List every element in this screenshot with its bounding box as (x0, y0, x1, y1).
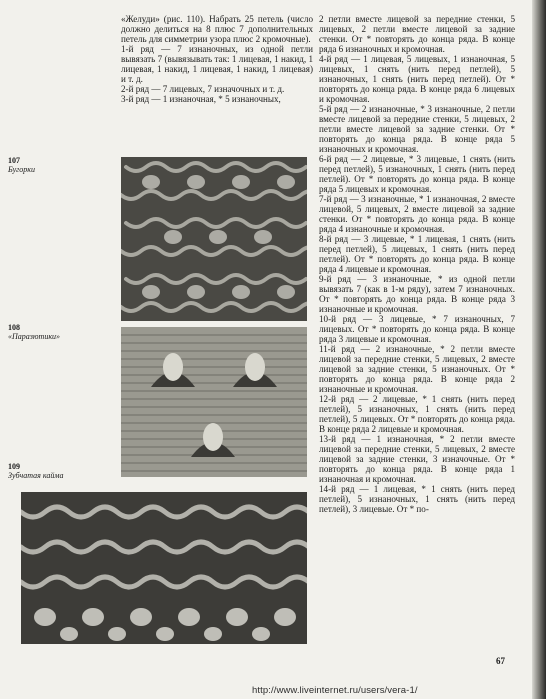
source-url: http://www.liveinternet.ru/users/vera-1/ (252, 685, 418, 696)
right-text-column (319, 14, 515, 514)
paragraph: 6-й ряд — 2 лицевые, * 3 лицевые, 1 снять (нить перед петлей), 5 изнаночных, 1 снять (нить перед петлей). От * повторять до конца ряда. В конце ряда 5 лицевых и кромочная. (319, 154, 515, 194)
page-number: 67 (496, 656, 505, 666)
figure-number: 108 (8, 323, 20, 332)
figure-caption (8, 323, 60, 341)
figure-name: Бугорки (8, 165, 36, 174)
figure-number: 109 (8, 462, 20, 471)
paragraph: «Желуди» (рис. 110). Набрать 25 петель (число должно делиться на 8 плюс 7 дополнительных петель для симметрии узора плюс 2 кромочные). (121, 14, 313, 44)
paragraph: 8-й ряд — 3 лицевые, * 1 лицевая, 1 снять (нить перед петлей), 5 лицевых, 1 снять (нить перед петлей). От * повторять до конца ряда. В конце ряда 4 лицевые и кромочная. (319, 234, 515, 274)
knitting-photo-zigzag-edge (21, 492, 307, 644)
paragraph: 5-й ряд — 2 изнаночные, * 3 изнаночные, 2 петли вместе лицевой за передние стенки, 5 лицевых, 2 петли вместе лицевой за задние стенки. От * повторять до конца ряда. В конце ряда 5 изнаночных и кромочная. (319, 104, 515, 154)
book-binding-edge (532, 0, 546, 699)
paragraph: 3-й ряд — 1 изнаночная, * 5 изнаночных, (121, 94, 281, 104)
paragraph: 12-й ряд — 2 лицевые, * 1 снять (нить перед петлей), 5 изнаночных, 1 снять (нить перед петлей), 5 лицевых. От * повторять до конца ряда. В конце ряда 2 лицевые и кромочная. (319, 394, 515, 434)
knitting-photo-parachutes (121, 327, 307, 477)
paragraph: 1-й ряд — 7 изнаночных, из одной петли вывязать 7 (вывязывать так: 1 лицевая, 1 накид, 1 лицевая, 1 накид, 1 лицевая, 1 накид, 1 лицевая) и т. д. (121, 44, 313, 84)
figure-caption (8, 156, 35, 174)
left-text-column (121, 14, 313, 104)
figure-name: «Паразютики» (8, 332, 61, 341)
paragraph: 10-й ряд — 3 лицевые, * 7 изнаночных, 7 лицевых. От * повторять до конца ряда. В конце ряда 3 лицевые и кромочная. (319, 314, 515, 344)
knitting-photo-bobbles (121, 157, 307, 321)
paragraph: 11-й ряд — 2 изнаночные, * 2 петли вместе лицевой за передние стенки, 5 лицевых, 2 вместе лицевой за задние стенки, 5 изнаночных. От * повторять до конца ряда. В конце ряда 2 изнаночные и кромочная. (319, 344, 515, 394)
figure-name: Зубчатая кайма (8, 471, 64, 480)
paragraph: 9-й ряд — 3 изнаночные, * из одной петли вывязать 7 (как в 1-м ряду), затем 7 изнаночных. От * повторять до конца ряда. В конце ряда 3 изнаночные и кромочная. (319, 274, 515, 314)
paragraph: 4-й ряд — 1 лицевая, 5 лицевых, 1 изнаночная, 5 лицевых, 1 снять (нить перед петлей), 5 изнаночных, 1 снять (нить перед петлей). От * повторять до конца ряда. В конце ряда 6 лицевых и кромочная. (319, 54, 515, 104)
paragraph: 13-й ряд — 1 изнаночная, * 2 петли вместе лицевой за передние стенки, 5 лицевых, 2 вместе лицевой за задние стенки, 3 изначочные. От * повторять до конца ряда. В конце ряда 1 изнаночная и кромочная. (319, 434, 515, 484)
paragraph: 2-й ряд — 7 лицевых, 7 изначочных и т. д. (121, 84, 285, 94)
paragraph: 7-й ряд — 3 изнаночные, * 1 изнаночная, 2 вместе лицевой, 5 лицевых, 2 вместе лицевой за задние стенки. От * повторять до конца ряда. В конце ряда 4 изнаночные и кромочная. (319, 194, 515, 234)
paragraph: 14-й ряд — 1 лицевая, * 1 снять (нить перед петлей), 5 изнаночных, 1 снять (нить перед петлей), 3 лицевые. От * по- (319, 484, 515, 514)
figure-number: 107 (8, 156, 20, 165)
figure-caption (8, 462, 64, 480)
paragraph: 2 петли вместе лицевой за передние стенки, 5 лицевых, 2 петли вместе лицевой за задние стенки. От * повторять до конца ряда. В конце ряда 6 изнаночных и кромочная. (319, 14, 515, 54)
